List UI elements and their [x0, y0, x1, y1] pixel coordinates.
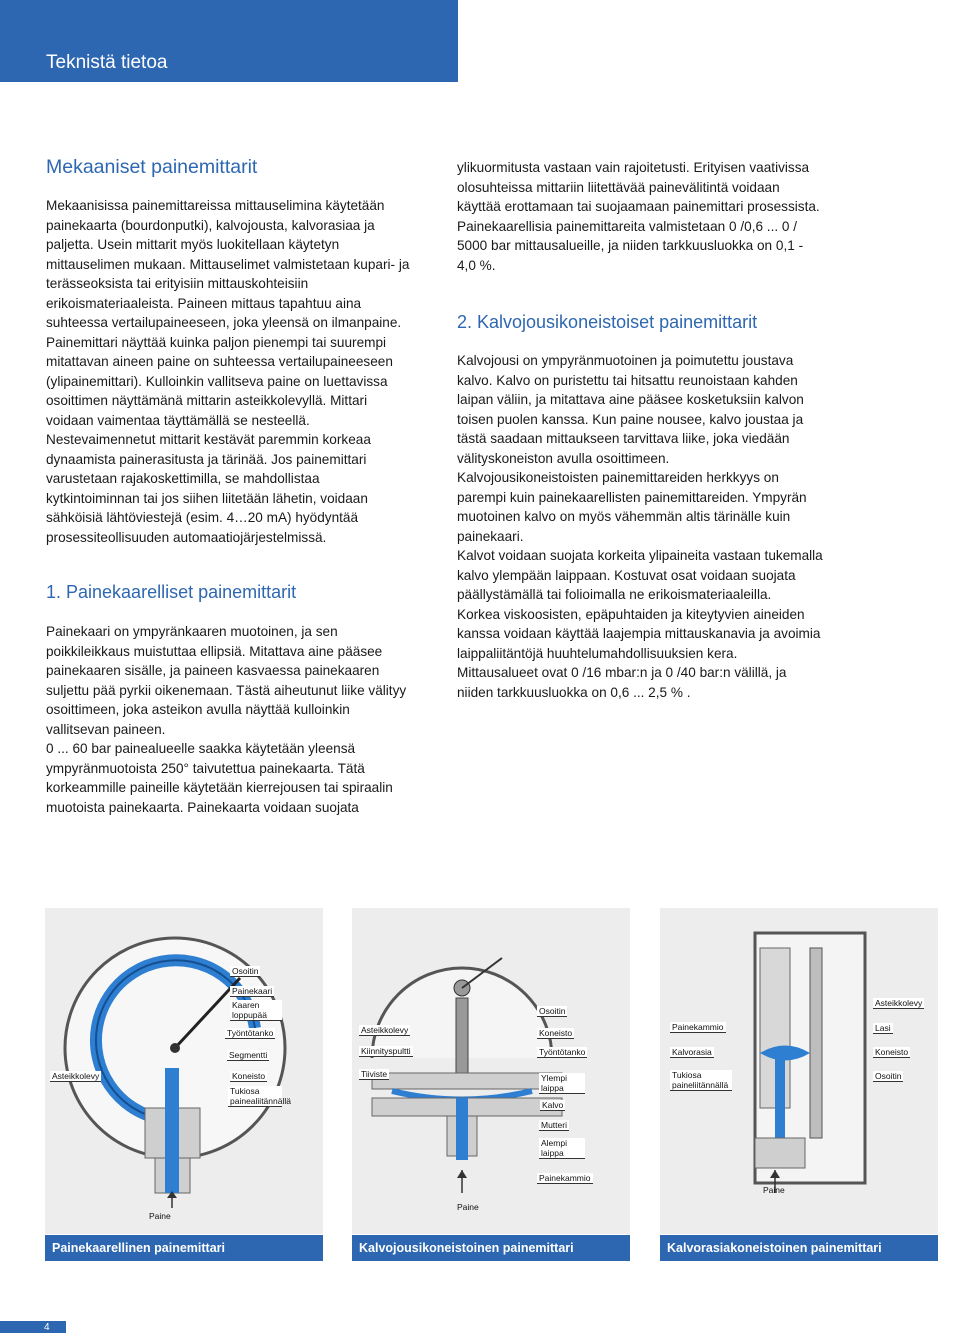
label-asteikkolevy: Asteikkolevy: [52, 1071, 100, 1081]
label-tyontotanko: Työntötanko: [227, 1028, 274, 1038]
section1: [46, 580, 406, 817]
text-line: ylikuormitusta vastaan vain rajoitetusti. Erityisen vaativissa: [457, 160, 810, 175]
text-line: osoittimen näyttämänä mittarin asteikkolevyllä. Mittari: [46, 393, 368, 408]
label-asteikkolevy: Asteikkolevy: [875, 998, 923, 1008]
section2-heading: 2. Kalvojousikoneistoiset painemittarit: [457, 312, 758, 332]
intro-paragraph: [46, 196, 409, 547]
right-column-top: [457, 158, 820, 275]
text-line: kanssa voidaan käyttää laajempia mittauskanavia ja avoimia: [457, 626, 821, 641]
label-painekammio: Painekammio: [539, 1173, 591, 1183]
label-koneisto: Koneisto: [875, 1047, 909, 1057]
text-line: välityskoneiston avulla osoittimeen.: [457, 450, 670, 466]
text-line: voidaan vaimentaa täyttämällä se nesteellä.: [46, 412, 310, 428]
text-line: tästä saadaan mittaukseen tarvittava liike, joka viedään: [457, 431, 790, 446]
caption-figure-2: Kalvojousikoneistoinen painemittari: [352, 1235, 630, 1261]
text-line: korkeammille paineille käytetään kierrejousen tai spiraalin: [46, 780, 393, 795]
text-line: Nestevaimennetut mittarit kestävät paremmin korkeaa: [46, 432, 371, 447]
text-line: kalvo. Kalvo on puristettu tai hitsattu reunoistaan kahden: [457, 372, 798, 388]
left-column: [46, 154, 409, 547]
text-line: laipan väliin, ja mitattava aine pääsee kosketuksiin kalvon: [457, 392, 804, 407]
page-number-badge: [0, 1321, 66, 1333]
label-osoitin: Osoitin: [539, 1006, 566, 1016]
label-paine: Paine: [457, 1202, 479, 1212]
text-line: painekaaren sisälle, ja paineen kasvaessa painekaaren: [46, 663, 380, 678]
label-paine: Paine: [149, 1211, 171, 1221]
text-line: mittauselimen mukaan. Mittauselimet valmistetaan kupari- ja: [46, 256, 410, 272]
text-line: prosessiteollisuuden automaatiojärjestelmissä.: [46, 529, 327, 545]
text-line: Painekaarellisia painemittareita valmistetaan 0 /0,6 ... 0 /: [457, 218, 798, 234]
label-alempi-laippa: Alempi laippa: [539, 1138, 585, 1159]
text-line: (ylipainemittari). Kulloinkin vallitseva paine on luettavissa: [46, 373, 388, 389]
page-title: Teknistä tietoa: [46, 52, 168, 73]
label-osoitin: Osoitin: [232, 966, 259, 976]
text-line: mitattavan aineen paine on suhteessa vertailupaineeseen: [46, 354, 393, 369]
text-line: sähköisiä lähtöviestejä (esim. 4…20 mA) hyödyntää: [46, 510, 359, 525]
text-line: niiden tarkkuusluokka on 0,6 ... 2,5 % .: [457, 684, 691, 700]
text-line: kytkintoiminnan tai jos siihen liitetään lähetin, voidaan: [46, 490, 368, 506]
text-line: 4,0 %.: [457, 257, 496, 273]
text-line: Mekaanisissa painemittareissa mittauselimina käytetään: [46, 198, 385, 213]
text-line: kalvo ylempään laippaan. Kostuvat osat voidaan suojata: [457, 567, 796, 583]
text-line: Mittausalueet ovat 0 /16 mbar:n ja 0 /40 bar:n välillä, ja: [457, 665, 787, 680]
text-line: vallitsevan paineen.: [46, 721, 166, 737]
text-line: suhteessa vertailupaineeseen, joka yleensä on ilmanpaine.: [46, 315, 402, 330]
text-line: painekaarta (bourdonputki), kalvojousta, kalvorasiaa ja: [46, 217, 375, 233]
page-number: 4: [44, 1322, 50, 1333]
label-kalvorasia: Kalvorasia: [672, 1047, 712, 1057]
text-line: erikoismateriaaleista. Paineen mittaus tapahtuu aina: [46, 295, 362, 311]
text-line: Korkea viskoosisten, epäpuhtaiden ja kiteytyvien aineiden: [457, 606, 805, 622]
label-koneisto: Koneisto: [232, 1071, 266, 1081]
caption-figure-3: Kalvorasiakoneistoinen painemittari: [660, 1235, 938, 1261]
text-line: päällystämällä tai folioimalla ne erikoismateriaaleilla.: [457, 587, 772, 602]
text-line: paljetta. Usein mittarit myös luokitellaan käytetyn: [46, 237, 340, 252]
label-ylempi-laippa: Ylempi laippa: [539, 1073, 585, 1094]
label-paine: Paine: [763, 1185, 785, 1195]
text-line: muotoinen kalvo on myös vähemmän altis tärinälle kuin: [457, 509, 791, 524]
figure-diaphragm-gauge: [352, 908, 630, 1234]
diaphragm-gauge-illustration: [352, 908, 630, 1234]
text-line: painekaari.: [457, 528, 524, 544]
text-line: parempi kuin painekaarellisten painemittareiden. Ympyrän: [457, 489, 807, 505]
label-kalvo: Kalvo: [542, 1100, 564, 1110]
text-line: Kalvojousi on ympyränmuotoinen ja poimutettu joustava: [457, 353, 794, 368]
text-line: varustetaan rajakoskettimilla, se mahdollistaa: [46, 471, 320, 486]
text-line: poikkileikkaus muistuttaa ellipsiä. Mitattava aine pääsee: [46, 643, 383, 659]
label-kaaren-loppupaa: Kaaren loppupää: [230, 1000, 282, 1021]
label-tukiosa: Tukiosa paineliitännällä: [670, 1070, 732, 1091]
label-osoitin: Osoitin: [875, 1071, 902, 1081]
label-painekammio: Painekammio: [672, 1022, 724, 1032]
text-line: Painekaari on ympyränkaaren muotoinen, ja sen: [46, 624, 338, 639]
text-line: toisen puolen kanssa. Kun paine nousee, kalvo joustaa ja: [457, 411, 804, 427]
figure-capsule-gauge: [660, 908, 938, 1234]
main-heading: Mekaaniset painemittarit: [46, 156, 258, 178]
label-lasi: Lasi: [875, 1023, 891, 1033]
figure-bourdon-gauge: [45, 908, 323, 1234]
label-painekaari: Painekaari: [232, 986, 273, 996]
text-line: terässeoksista tai erityisiin mittauskohteisiin: [46, 276, 309, 291]
section2: [457, 310, 823, 702]
text-line: muotoista painekaarta. Painekaarta voidaan suojata: [46, 799, 359, 815]
text-line: ympyränmuotoista 250° taivutettua painekaarta. Tätä: [46, 760, 365, 776]
caption-figure-1: Painekaarellinen painemittari: [45, 1235, 323, 1261]
label-tyontotanko: Työntötanko: [539, 1047, 586, 1057]
section1-heading: 1. Painekaarelliset painemittarit: [46, 582, 297, 602]
text-line: osoittimeen, joka asteikon avulla näyttää kulloinkin: [46, 702, 350, 717]
text-line: dynaamista painerasitusta ja tärinää. Jos painemittari: [46, 451, 367, 467]
text-line: Kalvot voidaan suojata korkeita ylipaineita vastaan tukemalla: [457, 548, 823, 563]
text-line: Painemittari näyttää kuinka paljon pienempi tai suurempi: [46, 334, 387, 350]
label-segmentti: Segmentti: [229, 1050, 268, 1060]
text-line: 0 ... 60 bar painealueelle saakka käytetään yleensä: [46, 741, 356, 756]
label-tiiviste: Tiiviste: [361, 1069, 388, 1079]
text-line: suljettu pää pyrkii oikenemaan. Tästä aiheutunut liike välityy: [46, 682, 407, 698]
label-asteikkolevy: Asteikkolevy: [361, 1025, 409, 1035]
label-kiinnityspultti: Kiinnityspultti: [361, 1046, 411, 1056]
label-koneisto: Koneisto: [539, 1028, 573, 1038]
text-line: Kalvojousikoneistoisten painemittareiden herkkyys on: [457, 470, 779, 485]
label-mutteri: Mutteri: [541, 1120, 567, 1130]
text-line: laippaliitäntöjä huuhtelumahdollisuuksien kera.: [457, 645, 738, 661]
text-line: käyttää erottamaan tai suojaamaan painemittari prosessista.: [457, 199, 820, 214]
text-line: 5000 bar mittausalueille, ja niiden tarkkuusluokka on 0,1 -: [457, 238, 804, 253]
label-tukiosa: Tukiosa painealiitännällä: [230, 1086, 291, 1106]
text-line: olosuhteissa mittariin liitettävää painevälitintä voidaan: [457, 179, 780, 195]
